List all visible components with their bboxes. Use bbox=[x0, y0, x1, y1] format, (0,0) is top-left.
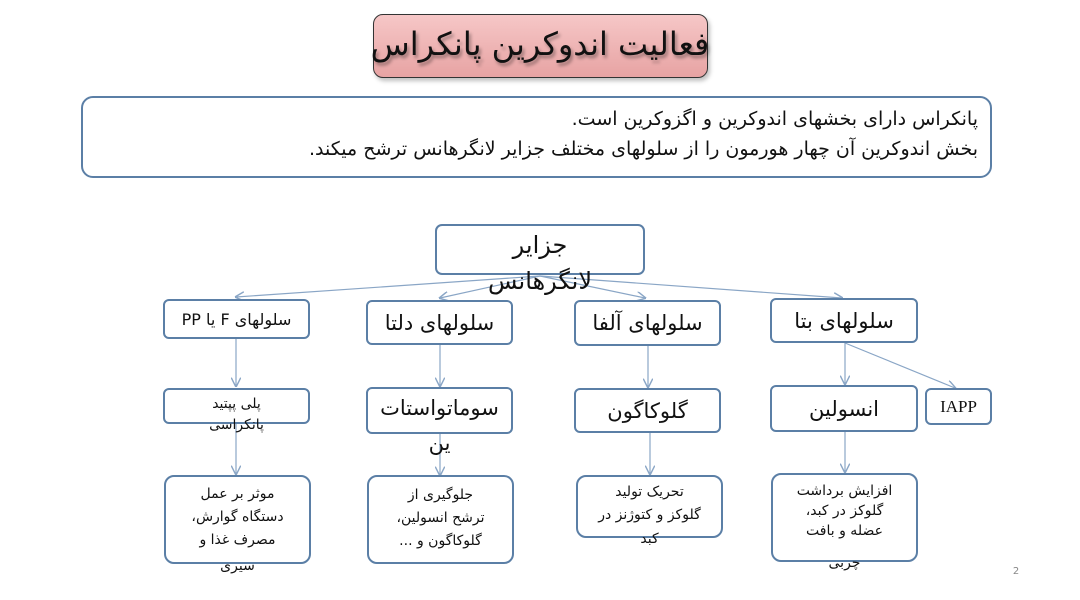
effect-pp-line4: سیری bbox=[220, 558, 255, 574]
cell-label-f-pp: سلولهای F یا PP bbox=[181, 309, 292, 329]
arrow-beta-to-iapp bbox=[845, 343, 955, 388]
hormone-node-insulin bbox=[770, 385, 918, 432]
cell-node-delta bbox=[366, 300, 513, 345]
cell-label-delta: سلولهای دلتا bbox=[384, 310, 495, 335]
effect-pp-line2: دستگاه گوارش، bbox=[191, 509, 284, 525]
hormone-node-iapp bbox=[925, 388, 992, 425]
hormone-label-pp-line1: پلی پپتید bbox=[212, 396, 261, 412]
hormone-label-glucagon: گلوکاگون bbox=[607, 398, 688, 423]
root-label-line2: لانگرهانس bbox=[487, 267, 593, 295]
effect-insulin-line3: عضله و بافت bbox=[806, 523, 883, 539]
effect-glucagon-line1: تحریک تولید bbox=[615, 484, 684, 500]
cell-label-beta: سلولهای بتا bbox=[794, 308, 894, 333]
hormone-label-somatostatin-line2: ین bbox=[428, 431, 451, 455]
effect-somatostatin-line2: ترشح انسولین، bbox=[396, 510, 485, 526]
effect-insulin-line2: گلوکز در کبد، bbox=[805, 503, 884, 519]
effect-glucagon-line3: کبد bbox=[640, 531, 659, 547]
intro-box bbox=[81, 96, 992, 178]
hormone-label-pp-line2: پانکراسی bbox=[209, 417, 264, 433]
hormone-label-insulin: انسولین bbox=[809, 396, 879, 421]
effect-somatostatin-line1: جلوگیری از bbox=[407, 487, 474, 503]
cell-node-f-pp bbox=[163, 299, 310, 339]
page-title: فعالیت اندوکرین پانکراس bbox=[370, 25, 710, 63]
hormone-node-glucagon bbox=[574, 388, 721, 433]
effect-glucagon-line2: گلوکز و کتوژنز در bbox=[598, 507, 701, 523]
intro-line-1: پانکراس دارای بخشهای اندوکرین و اگزوکرین است. bbox=[571, 108, 978, 130]
hormone-label-iapp: IAPP bbox=[940, 396, 977, 416]
cell-node-beta bbox=[770, 298, 918, 343]
intro-line-2: بخش اندوکرین آن چهار هورمون را از سلولهای مختلف جزایر لانگرهانس ترشح میکند. bbox=[309, 138, 978, 160]
effect-pp-line3: مصرف غذا و bbox=[199, 532, 276, 548]
effect-insulin-line1: افزایش برداشت bbox=[796, 483, 893, 499]
page-number: 2 bbox=[1012, 566, 1020, 577]
effect-insulin-line4: چربی bbox=[828, 555, 861, 571]
cell-node-alpha bbox=[574, 300, 721, 346]
effect-pp-line1: موثر بر عمل bbox=[200, 486, 275, 502]
cell-label-alpha: سلولهای آلفا bbox=[592, 311, 703, 335]
effect-somatostatin-line3: گلوکاگون و ... bbox=[399, 533, 482, 549]
root-label-line1: جزایر bbox=[512, 231, 568, 259]
hormone-label-somatostatin-line1: سوماتواستات bbox=[380, 396, 499, 420]
